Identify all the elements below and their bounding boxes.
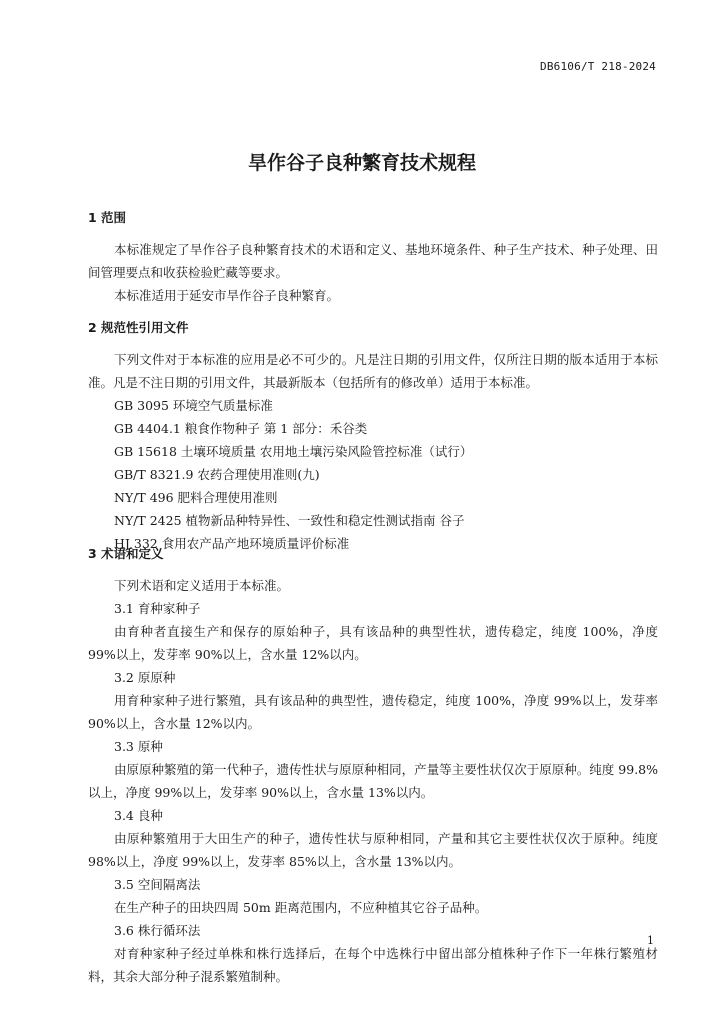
term-definition: 由原种繁殖用于大田生产的种子，遗传性状与原种相同，产量和其它主要性状仅次于原种。纯度98%以上，净度 99%以上，发芽率 85%以上，含水量 13%以内。: [88, 831, 658, 869]
section-1-paragraph-2: 本标准适用于延安市旱作谷子良种繁育。: [114, 288, 340, 303]
reference-item: GB 3095 环境空气质量标准: [114, 398, 273, 413]
section-2-body: [88, 348, 658, 555]
term-label: 3.3 原种: [114, 739, 163, 754]
reference-item: GB 15618 土壤环境质量 农用地土壤污染风险管控标准（试行）: [114, 444, 473, 459]
term-definition: 对育种家种子经过单株和株行选择后，在每个中选株行中留出部分植株种子作下一年株行繁殖材料，其余大部分种子混系繁殖制种。: [88, 946, 658, 984]
section-1-heading: 1 范围: [88, 210, 127, 225]
term-label: 3.2 原原种: [114, 670, 176, 685]
term-definition: 由原原种繁殖的第一代种子，遗传性状与原原种相同，产量等主要性状仅次于原原种。纯度 99.8%以上，净度 99%以上，发芽率 90%以上，含水量 13%以内。: [88, 762, 658, 800]
page-number: 1: [647, 934, 654, 947]
reference-item: HJ 332 食用农产品产地环境质量评价标准: [114, 536, 350, 551]
section-2-paragraph-1: 下列文件对于本标准的应用是必不可少的。凡是注日期的引用文件，仅所注日期的版本适用于本标准。凡是不注日期的引用文件，其最新版本（包括所有的修改单）适用于本标准。: [88, 352, 658, 390]
section-3-heading: 3 术语和定义: [88, 546, 164, 561]
section-2-heading: 2 规范性引用文件: [88, 320, 189, 335]
standard-number: DB6106/T 218-2024: [540, 60, 656, 73]
reference-item: GB/T 8321.9 农药合理使用准则(九): [114, 467, 320, 482]
term-definition: 在生产种子的田块四周 50m 距离范围内，不应种植其它谷子品种。: [114, 900, 488, 915]
reference-item: NY/T 2425 植物新品种特异性、一致性和稳定性测试指南 谷子: [114, 513, 465, 528]
section-3-body: [88, 574, 658, 988]
section-1-body: [88, 238, 658, 307]
reference-item: GB 4404.1 粮食作物种子 第 1 部分：禾谷类: [114, 421, 368, 436]
term-definition: 用育种家种子进行繁殖，具有该品种的典型性，遗传稳定，纯度 100%，净度 99%以上，发芽率90%以上，含水量 12%以内。: [88, 693, 658, 731]
term-label: 3.1 育种家种子: [114, 601, 201, 616]
section-1-paragraph-1: 本标准规定了旱作谷子良种繁育技术的术语和定义、基地环境条件、种子生产技术、种子处理、田间管理要点和收获检验贮藏等要求。: [88, 242, 658, 280]
term-label: 3.4 良种: [114, 808, 163, 823]
document-title: 旱作谷子良种繁育技术规程: [247, 152, 476, 174]
term-definition: 由育种者直接生产和保存的原始种子，具有该品种的典型性状，遗传稳定，纯度 100%，净度 99%以上，发芽率 90%以上，含水量 12%以内。: [88, 624, 658, 662]
section-3-intro: 下列术语和定义适用于本标准。: [114, 578, 290, 593]
reference-item: NY/T 496 肥料合理使用准则: [114, 490, 278, 505]
term-label: 3.5 空间隔离法: [114, 877, 201, 892]
term-label: 3.6 株行循环法: [114, 923, 201, 938]
